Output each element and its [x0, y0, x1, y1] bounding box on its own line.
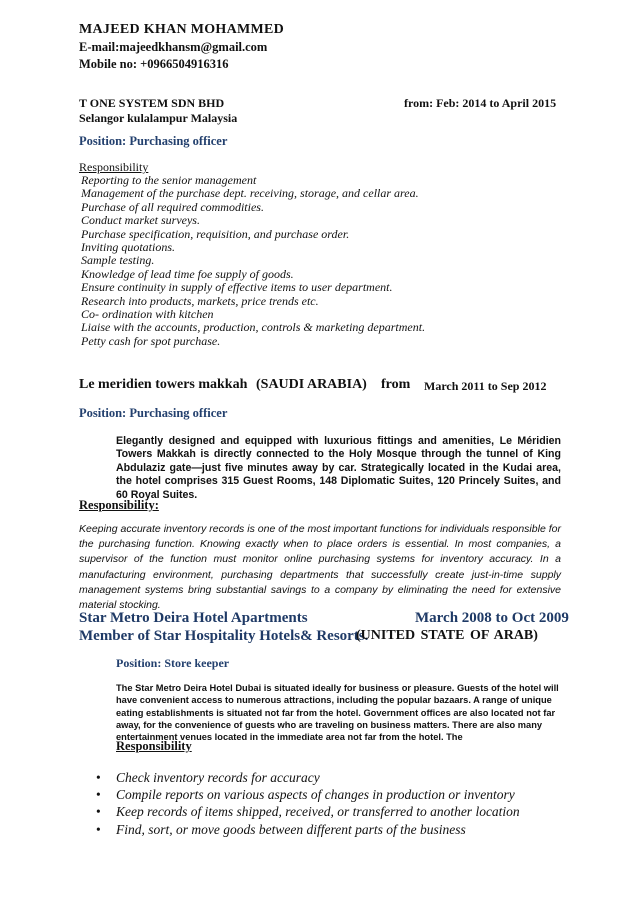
- mobile-line: Mobile no: +0966504916316: [79, 57, 229, 71]
- job1-dates: from: Feb: 2014 to April 2015: [404, 96, 557, 110]
- job1-position: Position: Purchasing officer: [79, 134, 228, 148]
- duty-item: Research into products, markets, price trends etc.: [81, 293, 319, 308]
- job2-position: Position: Purchasing officer: [79, 406, 228, 420]
- duty-item: Petty cash for spot purchase.: [81, 333, 221, 348]
- job2-from-label: from: [381, 377, 411, 392]
- duty-item: Inviting quotations.: [81, 240, 175, 255]
- duty-item: Purchase specification, requisition, and purchase order.: [81, 226, 350, 241]
- email-line: E-mail:majeedkhansm@gmail.com: [79, 40, 268, 54]
- job3-responsibility-heading: Responsibility: [116, 739, 192, 753]
- list-item: • Find, sort, or move goods between different parts of the business: [96, 821, 466, 837]
- job2-country: (SAUDI ARABIA): [256, 377, 367, 392]
- job2-dates: March 2011 to Sep 2012: [424, 379, 547, 393]
- job3-hotel-description: The Star Metro Deira Hotel Dubai is situated ideally for business or pleasure. Guests of the hotel will have convenient access to numerous attractions, including the popular bazaars. A range of unique eating establishments is situated not far from the hotel. Government offices are also located not far away, for the convenience of guests who are traveling on business matters. There are also many entertainment venues located in the immediate area not far from the hotel. The: [116, 683, 559, 743]
- duty-item: Reporting to the senior management: [81, 173, 257, 187]
- duty-item: Purchase of all required commodities.: [81, 199, 264, 214]
- job3-bullet-list: [96, 769, 520, 838]
- bullet-icon: •: [96, 787, 101, 803]
- job1-company: T ONE SYSTEM SDN BHD: [79, 96, 225, 110]
- job3-dates: March 2008 to Oct 2009: [415, 610, 569, 626]
- job2-company: Le meridien towers makkah: [79, 377, 248, 392]
- job3-position: Position: Store keeper: [116, 656, 230, 670]
- job1-duties-list: [81, 174, 425, 348]
- bullet-icon: •: [96, 821, 101, 837]
- job1-location: Selangor kulalampur Malaysia: [79, 111, 238, 125]
- job1-responsibility-heading: Responsibility: [79, 160, 149, 174]
- candidate-name: MAJEED KHAN MOHAMMED: [79, 22, 285, 37]
- duty-item: Liaise with the accounts, production, controls & marketing department.: [81, 320, 426, 335]
- list-item: • Compile reports on various aspects of changes in production or inventory: [96, 787, 515, 803]
- duty-item: Conduct market surveys.: [81, 213, 200, 228]
- job2-responsibility-heading: Responsibility:: [79, 498, 159, 512]
- duty-item: Sample testing.: [81, 253, 155, 268]
- job2-responsibility-text: Keeping accurate inventory records is one of the most important functions for individuals responsible for the purchasing function. Knowing exactly when to place orders is essential. In most companies, a supervisor of the function must monitor online purchasing systems for inventory accuracy. In a manufacturing environment, purchasing departments that successfully create just-in-time supply management systems bring substantial savings to a company by eliminating the need for extensive material stocking.: [79, 523, 561, 612]
- bullet-icon: •: [96, 770, 101, 785]
- bullet-icon: •: [96, 804, 101, 820]
- duty-item: Ensure continuity in supply of effective items to user department.: [81, 280, 393, 295]
- list-item: • Keep records of items shipped, received, or transferred to another location: [96, 804, 520, 820]
- job3-member: Member of Star Hospitality Hotels& Resorts.: [79, 628, 369, 644]
- duty-item: Co- ordination with kitchen: [81, 307, 214, 322]
- job3-country: (UNITED STATE OF ARAB): [356, 628, 538, 643]
- duty-item: Management of the purchase dept. receiving, storage, and cellar area.: [81, 186, 419, 201]
- list-item: • Check inventory records for accuracy: [96, 770, 320, 785]
- job2-hotel-description: Elegantly designed and equipped with luxurious fittings and amenities, Le Méridien Towers Makkah is directly connected to the Holy Mosque through the tunnel of King Abdulaziz gate—just five minutes away by car. Strategically located in the Kudai area, the hotel comprises 315 Guest Rooms, 148 Diplomatic Suites, 120 Princely Suites, and 60 Royal Suites.: [116, 435, 561, 501]
- job3-company: Star Metro Deira Hotel Apartments: [79, 610, 308, 626]
- duty-item: Knowledge of lead time foe supply of goods.: [81, 266, 294, 281]
